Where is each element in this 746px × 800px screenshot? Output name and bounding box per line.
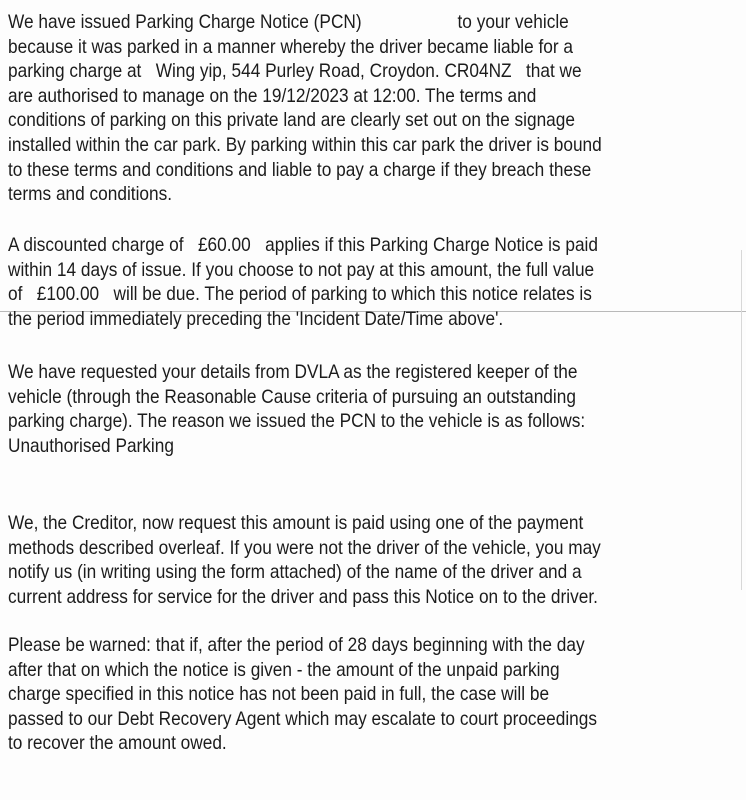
text-line: of £100.00 will be due. The period of parking to which this notice relates is	[8, 283, 592, 306]
paragraph-pcn-issued	[8, 10, 746, 207]
text-line: methods described overleaf. If you were not the driver of the vehicle, you may	[8, 536, 601, 559]
text-line: passed to our Debt Recovery Agent which may escalate to court proceedings	[8, 707, 598, 730]
text-line: after that on which the notice is given - the amount of the unpaid parking	[8, 658, 560, 681]
text-line: parking charge). The reason we issued the PCN to the vehicle is as follows:	[8, 410, 586, 433]
text-line: Please be warned: that if, after the period of 28 days beginning with the day	[8, 634, 585, 656]
paragraph-charge-amounts	[8, 233, 746, 331]
text-line: charge specified in this notice has not been paid in full, the case will be	[8, 683, 550, 706]
text-line: installed within the car park. By parking within this car park the driver is bound	[8, 133, 602, 156]
text-line: notify us (in writing using the form attached) of the name of the driver and a	[8, 561, 582, 584]
text-line: are authorised to manage on the 19/12/2023 at 12:00. The terms and	[8, 84, 537, 107]
paragraph-creditor-request	[8, 511, 746, 609]
paragraph-dvla-request	[8, 360, 746, 458]
text-line: parking charge at Wing yip, 544 Purley Road, Croydon. CR04NZ that we	[8, 60, 582, 83]
text-line: terms and conditions.	[8, 183, 173, 206]
paragraph-warning	[8, 633, 746, 756]
text-line: We have requested your details from DVLA as the registered keeper of the	[8, 361, 578, 383]
text-line: to recover the amount owed.	[8, 732, 227, 755]
text-line: vehicle (through the Reasonable Cause criteria of pursuing an outstanding	[8, 385, 576, 408]
text-line: current address for service for the driver and pass this Notice on to the driver.	[8, 585, 598, 608]
text-line: We have issued Parking Charge Notice (PCN) to your vehicle	[8, 11, 569, 33]
text-line: to these terms and conditions and liable to pay a charge if they breach these	[8, 158, 592, 181]
text-line: conditions of parking on this private land are clearly set out on the signage	[8, 109, 575, 132]
text-line: the period immediately preceding the 'Incident Date/Time above'.	[8, 307, 504, 330]
text-line: Unauthorised Parking	[8, 434, 174, 457]
text-line: A discounted charge of £60.00 applies if this Parking Charge Notice is paid	[8, 234, 598, 256]
text-line: because it was parked in a manner whereby the driver became liable for a	[8, 35, 574, 58]
text-line: within 14 days of issue. If you choose to not pay at this amount, the full value	[8, 258, 595, 281]
text-line: We, the Creditor, now request this amount is paid using one of the payment	[8, 512, 584, 534]
